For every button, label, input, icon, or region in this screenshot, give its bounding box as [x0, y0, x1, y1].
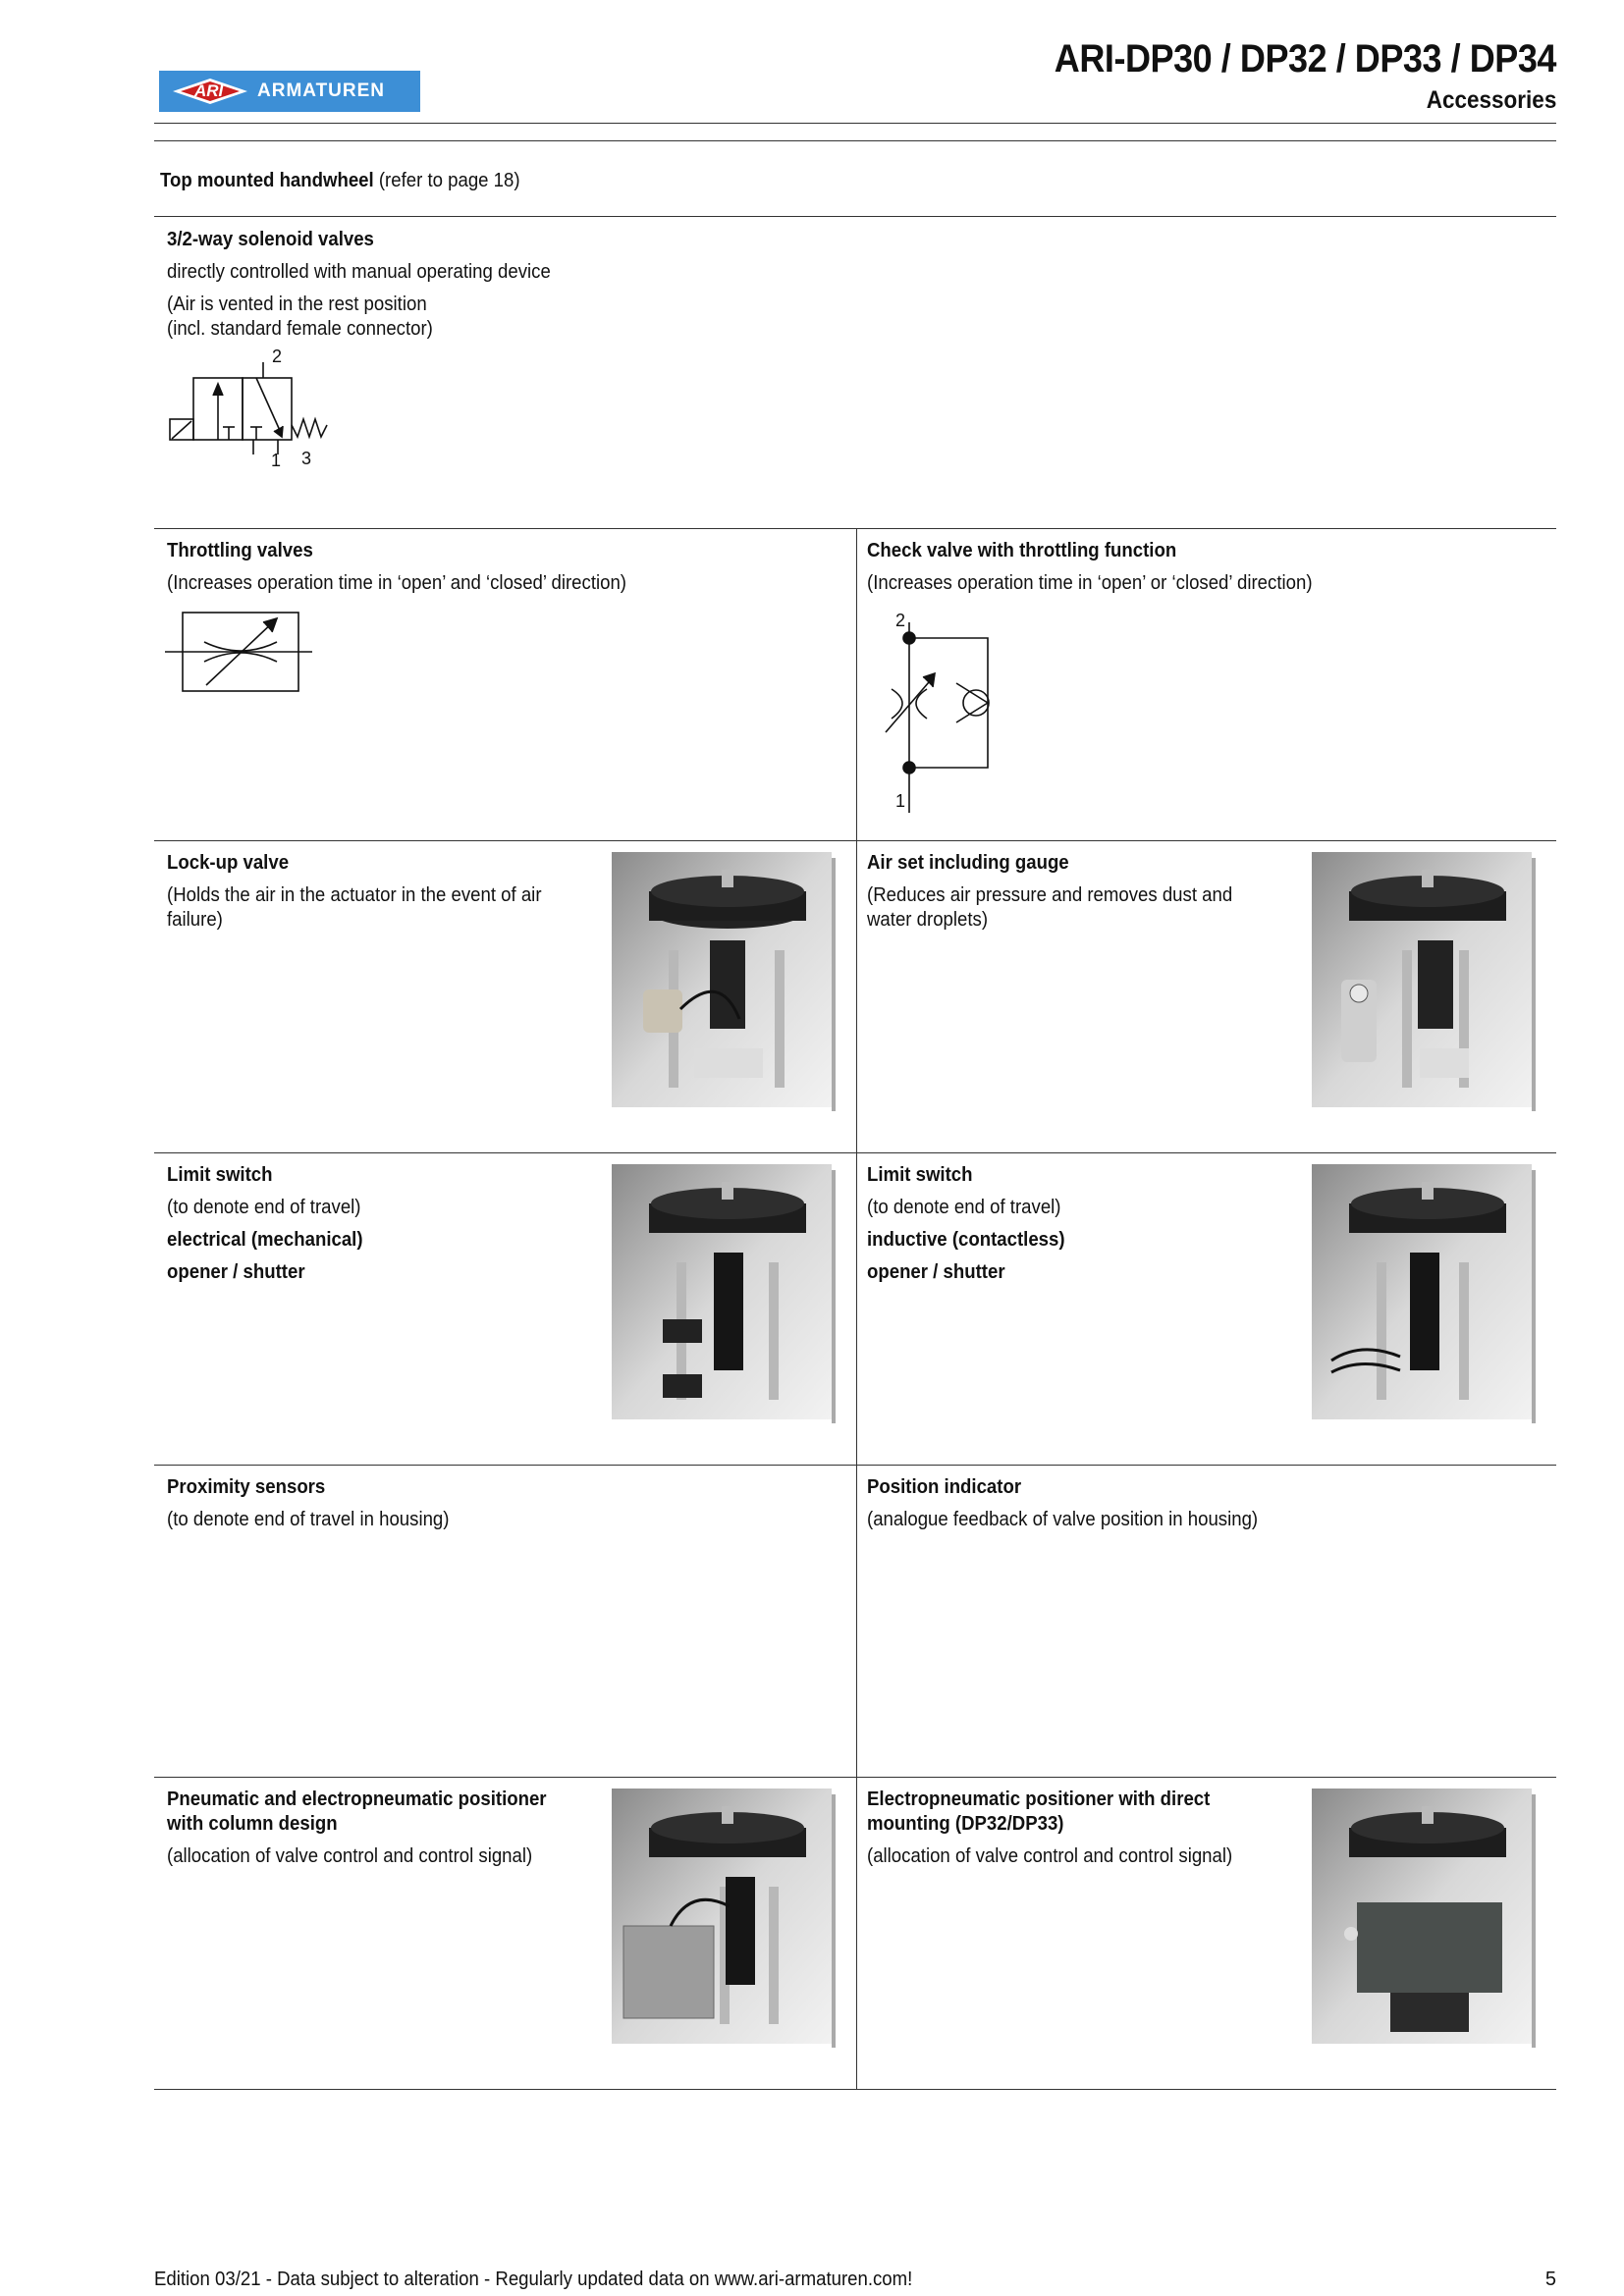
handwheel-text — [160, 169, 520, 193]
solenoid-desc-2: (Air is vented in the rest position — [167, 294, 427, 315]
handwheel-title: Top mounted handwheel — [160, 170, 374, 191]
solenoid-desc-3: (incl. standard female connector) — [167, 318, 433, 340]
positioner-direct-photo — [1312, 1789, 1536, 2048]
section-divider — [154, 1465, 1556, 1466]
check-valve-symbol — [874, 611, 1011, 817]
positioner-column-title-1: Pneumatic and electropneumatic positioner — [167, 1789, 547, 1810]
section-divider — [154, 1777, 1556, 1778]
limit-mech-desc: (to denote end of travel) — [167, 1197, 361, 1218]
positioner-column-title-2: with column design — [167, 1813, 338, 1835]
section-divider — [154, 840, 1556, 841]
positioner-column-desc: (allocation of valve control and control signal) — [167, 1845, 533, 1867]
check-valve-desc: (Increases operation time in ‘open’ or ‘closed’ direction) — [867, 572, 1313, 594]
page-title: ARI-DP30 / DP32 / DP33 / DP34 — [1054, 37, 1556, 80]
section-divider — [154, 1152, 1556, 1153]
page-subtitle: Accessories — [1426, 86, 1556, 114]
header-divider-2 — [154, 140, 1556, 141]
check-valve-title: Check valve with throttling function — [867, 540, 1177, 561]
logo-badge-text: ARI — [194, 81, 224, 100]
solenoid-port-2: 2 — [272, 347, 283, 366]
positioner-direct-desc: (allocation of valve control and control signal) — [867, 1845, 1233, 1867]
header-divider — [154, 123, 1556, 124]
position-indicator-title: Position indicator — [867, 1476, 1022, 1498]
airset-title: Air set including gauge — [867, 852, 1069, 874]
section-divider — [154, 2089, 1556, 2090]
section-divider — [154, 216, 1556, 217]
positioner-direct-title-1: Electropneumatic positioner with direct — [867, 1789, 1211, 1810]
position-indicator-desc: (analogue feedback of valve position in housing) — [867, 1509, 1259, 1530]
airset-desc-2: water droplets) — [867, 909, 989, 931]
page-number: 5 — [1544, 2269, 1556, 2290]
limit-mech-title: Limit switch — [167, 1164, 273, 1186]
solenoid-port-1: 1 — [271, 451, 282, 470]
throttling-desc: (Increases operation time in ‘open’ and ‘closed’ direction) — [167, 572, 627, 594]
column-divider — [856, 528, 857, 2089]
solenoid-port-3: 3 — [301, 449, 312, 468]
lockup-valve-photo — [612, 852, 836, 1111]
limit-switch-inductive-photo — [1312, 1164, 1536, 1423]
check-valve-port-1: 1 — [895, 791, 906, 811]
positioner-column-photo — [612, 1789, 836, 2048]
solenoid-title: 3/2-way solenoid valves — [167, 229, 374, 250]
limit-ind-title: Limit switch — [867, 1164, 973, 1186]
proximity-desc: (to denote end of travel in housing) — [167, 1509, 450, 1530]
limit-ind-mode: opener / shutter — [867, 1261, 1005, 1283]
limit-ind-type: inductive (contactless) — [867, 1229, 1065, 1251]
solenoid-desc-1: directly controlled with manual operating device — [167, 261, 551, 283]
solenoid-symbol — [162, 348, 378, 476]
limit-switch-mechanical-photo — [612, 1164, 836, 1423]
throttle-valve-symbol — [165, 609, 312, 697]
logo-text: ARMATUREN — [257, 80, 386, 101]
check-valve-port-2: 2 — [895, 611, 906, 630]
positioner-direct-title-2: mounting (DP32/DP33) — [867, 1813, 1064, 1835]
lockup-desc-2: failure) — [167, 909, 223, 931]
ari-badge-icon — [171, 77, 249, 106]
airset-photo — [1312, 852, 1536, 1111]
ari-logo — [159, 71, 420, 112]
limit-mech-mode: opener / shutter — [167, 1261, 305, 1283]
handwheel-ref: (refer to page 18) — [373, 170, 520, 191]
lockup-desc-1: (Holds the air in the actuator in the event of air — [167, 884, 542, 906]
footer-text: Edition 03/21 - Data subject to alteration - Regularly updated data on www.ari-armaturen.com! — [154, 2269, 913, 2290]
limit-ind-desc: (to denote end of travel) — [867, 1197, 1061, 1218]
lockup-title: Lock-up valve — [167, 852, 290, 874]
limit-mech-type: electrical (mechanical) — [167, 1229, 363, 1251]
throttling-title: Throttling valves — [167, 540, 313, 561]
proximity-title: Proximity sensors — [167, 1476, 326, 1498]
section-divider — [154, 528, 1556, 529]
airset-desc-1: (Reduces air pressure and removes dust and — [867, 884, 1233, 906]
